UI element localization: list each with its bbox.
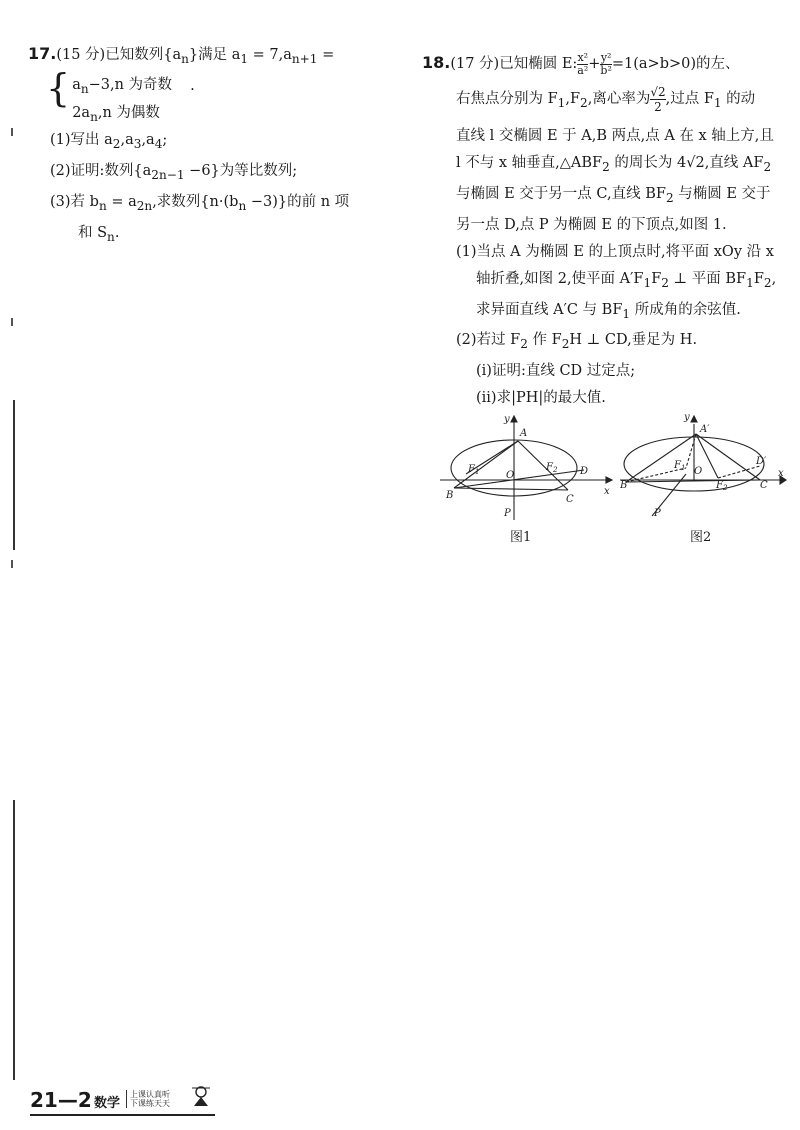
q18-stem-line-1: 18.(17 分)已知椭圆 E: $\frac{\text{x²}}{\text{a²}}$ + $\frac{\text{y²}}{\text{b²}}$ =1(a>b>0)的左、 [422, 50, 740, 77]
slogan: 上课认真听 下课练天天 [126, 1090, 170, 1108]
fig2-label-p: P [654, 508, 661, 519]
q17-part-3-cont: 和 $S_n$. [78, 224, 120, 244]
line-ac [696, 434, 760, 480]
page-number: 21—2 [30, 1088, 92, 1112]
q18-stem-line-6: 另一点 D,点 P 为椭圆 E 的下顶点,如图 1. [456, 216, 727, 233]
figure-svg [438, 408, 788, 548]
q18-stem-line-2: 右焦点分别为 $F_1,F_2$,离心率为 $\frac{√2}{2}$ ,过点 $F_1$ 的动 [456, 84, 756, 114]
q18-part-1: (1)当点 A 为椭圆 E 的上顶点时,将平面 xOy 沿 x [456, 243, 774, 260]
figure-2-labels [619, 412, 784, 519]
fig1-label-o: O [506, 470, 515, 481]
question-17 [28, 40, 406, 250]
fig1-label-y: y [504, 414, 510, 425]
question-number: 18. [422, 53, 451, 72]
q17-part-2: (2)证明:数列$\{a_{2n-1} -6\}$为等比数列; [50, 162, 298, 182]
fig2-label-f2: $F_2$ [716, 480, 728, 492]
fig1-label-b: B [446, 490, 454, 501]
margin-tick [11, 128, 13, 136]
fig1-label-f2: $F_2$ [546, 462, 558, 474]
fig2-label-c: C [760, 480, 768, 491]
y-axis-arrow [511, 416, 517, 422]
figure-1-caption: 图1 [510, 530, 532, 545]
question-18 [422, 48, 788, 412]
line-ac [518, 441, 568, 490]
fig2-label-a: A′ [700, 424, 710, 435]
fig1-label-x: x [604, 486, 610, 497]
margin-tick [11, 318, 13, 326]
fig1-label-p: P [504, 508, 511, 519]
fig2-label-y: y [684, 412, 690, 423]
q17-part-3: (3)若 $b_n = a_{2n}$,求数列$\{n\cdot(b_n -3)\}$的前 n 项 [50, 193, 350, 213]
x-axis-arrow [606, 477, 612, 483]
subject-label: 数学 [94, 1096, 121, 1111]
q18-part-2-i: (i)证明:直线 CD 过定点; [476, 363, 636, 380]
q18-stem-line-5: 与椭圆 E 交于另一点 C,直线 $BF_2$ 与椭圆 E 交于 [456, 185, 771, 205]
fig1-label-d: D [580, 466, 589, 477]
fig1-label-c: C [566, 494, 574, 505]
margin-rule [13, 400, 15, 550]
q18-stem-line-4: l 不与 x 轴垂直$,\triangle ABF_2$ 的周长为 4√2,直线 $AF_2$ [456, 154, 772, 174]
margin-tick [11, 560, 13, 568]
question-number: 17. [28, 44, 57, 63]
fig1-label-a: A [520, 428, 528, 439]
q17-stem: 17.(15 分)已知数列$\{a_n\}$满足 $a_1 = 7,a_{n+1}$ = [28, 44, 335, 66]
case-odd: $a_n-3,n$ 为奇数 [72, 76, 173, 96]
fig2-label-o: O [694, 466, 703, 477]
q17-part-1: (1)写出 $a_2,a_3,a_4$; [50, 131, 168, 151]
q18-part-2: (2)若过 $F_2$ 作 $F_2H$ ⊥ CD,垂足为 H. [456, 332, 698, 352]
figure-1-labels [445, 414, 610, 519]
figures [438, 408, 788, 548]
q18-part-1-cont-2: 求异面直线 A′C 与 $BF_1$ 所成角的余弦值. [476, 301, 741, 321]
y-axis-arrow [691, 416, 697, 422]
fig2-label-x: x [778, 468, 784, 479]
q17-piecewise: { $a_n-3,n$ 为奇数 $2a_n,n$ 为偶数. [46, 65, 195, 124]
margin-rule [13, 800, 15, 1080]
line-f2d-dashed [718, 466, 760, 478]
q18-part-1-cont: 轴折叠,如图 2,使平面 $A'F_1F_2$ ⊥ 平面 $BF_1F_2$, [476, 270, 777, 290]
q18-stem-line-3: 直线 l 交椭圆 E 于 A,B 两点,点 A 在 x 轴上方,且 [456, 127, 774, 144]
footer-rule [30, 1114, 215, 1116]
fig1-label-f1: $F_1$ [468, 464, 480, 476]
fig2-label-b: B [620, 480, 628, 491]
fig2-label-d: D′ [756, 456, 767, 467]
case-even: $2a_n,n$ 为偶数 [72, 104, 160, 124]
brace-symbol: { [46, 65, 71, 110]
fig2-label-f1: $F_1$ [674, 460, 686, 472]
mascot-logo-icon [190, 1084, 212, 1108]
q18-part-2-ii: (ii)求|PH|的最大值. [476, 390, 606, 407]
figure-2-caption: 图2 [690, 530, 712, 545]
